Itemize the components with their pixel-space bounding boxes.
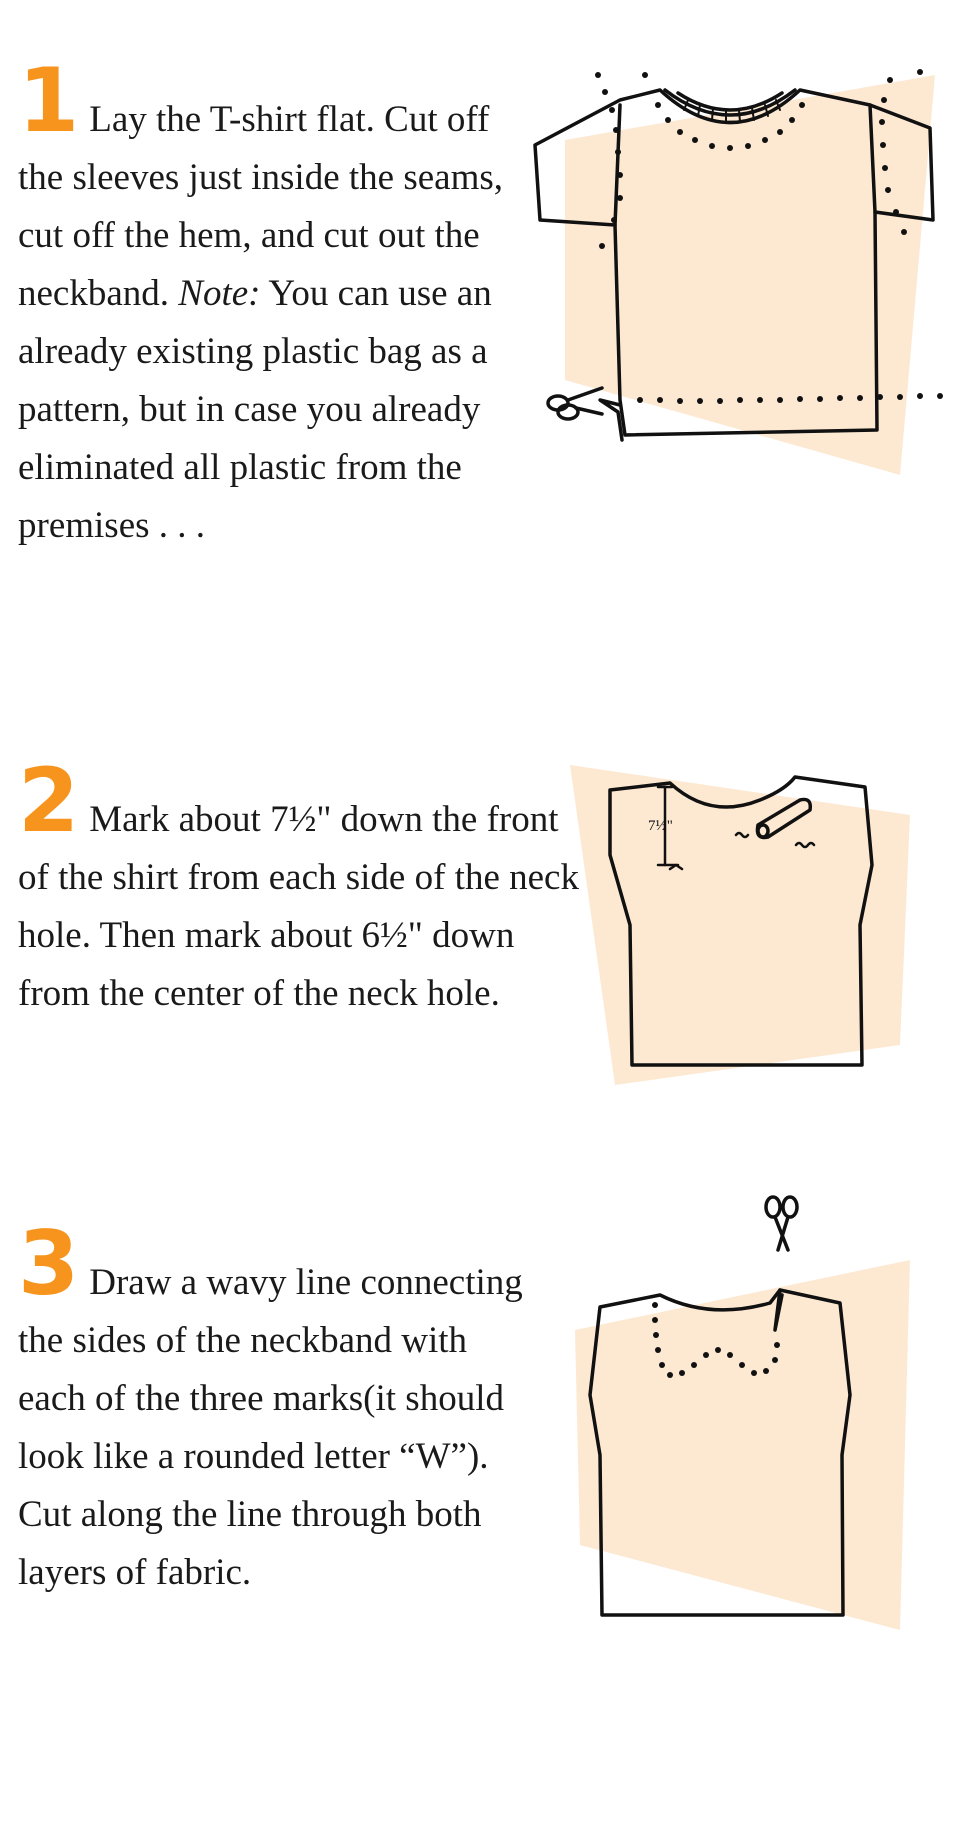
step-2-number: 2 xyxy=(18,749,76,852)
shirt-marking-illustration xyxy=(560,765,920,1095)
step-1-text xyxy=(18,49,518,555)
shirt-cut-neckline-illustration xyxy=(570,1195,930,1635)
step-1-instruction: Lay the T-shirt flat. Cut off the sleeves just inside the seams, cut off the hem, and cut out the neckband. xyxy=(18,99,504,314)
step-1-number: 1 xyxy=(18,49,76,152)
step-2-instruction: Mark about 7½" down the front of the shirt from each side of the neck hole. Then mark about 6½" down from the center of the neck hole. xyxy=(18,799,579,1014)
step-2-text xyxy=(18,749,588,1023)
measure-label: 7½" xyxy=(648,818,673,834)
tshirt-cut-illustration xyxy=(530,60,950,480)
step-3-number: 3 xyxy=(18,1212,76,1315)
step-1-note-text: You can use an already existing plastic bag as a pattern, but in case you already eliminated all plastic from the premises . . . xyxy=(18,273,492,546)
step-1 xyxy=(0,0,961,640)
scissors-icon xyxy=(548,388,602,419)
step-3 xyxy=(0,1080,961,1827)
step-2 xyxy=(0,640,961,1080)
step-3-instruction: Draw a wavy line connecting the sides of the neckband with each of the three marks(it should look like a rounded letter “W”). Cut along the line through both layers of fabric. xyxy=(18,1262,523,1593)
scissors-icon xyxy=(766,1197,797,1250)
step-3-text xyxy=(18,1212,538,1602)
step-1-note-label: Note: xyxy=(178,273,261,314)
